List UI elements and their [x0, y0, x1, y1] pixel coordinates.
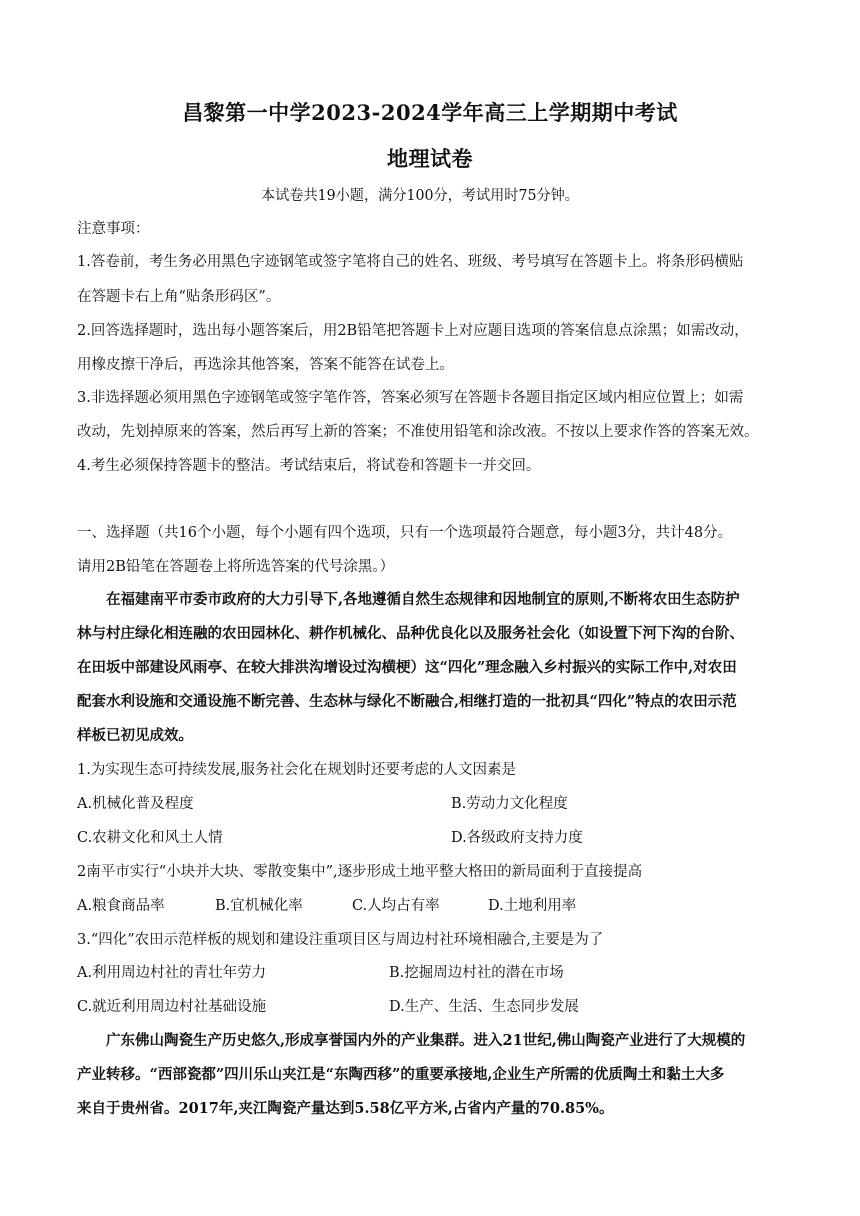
question-1-stem: 1.为实现生态可持续发展,服务社会化在规划时还要考虑的人文因素是	[77, 762, 516, 778]
section-heading: 一、选择题（共16个小题，每个小题有四个选项，只有一个选项最符合题意，每小题3分，共计48分。	[77, 525, 733, 541]
q1-option-d: D.各级政府支持力度	[451, 830, 583, 846]
notice-line: 用橡皮擦干净后，再选涂其他答案，答案不能答在试卷上。	[77, 357, 454, 373]
q2-option-d: D.土地利用率	[488, 898, 577, 914]
passage-line: 林与村庄绿化相连融的农田园林化、耕作机械化、品种优良化以及服务社会化（如设置下河下沟的台阶、	[77, 625, 744, 642]
q3-option-d: D.生产、生活、生态同步发展	[389, 999, 579, 1015]
notice-line: 2.回答选择题时，选出每小题答案后，用2B铅笔把答题卡上对应题目选项的答案信息点涂黑；如需改动，	[77, 323, 749, 339]
notice-line: 1.答卷前，考生务必用黑色字迹钢笔或签字笔将自己的姓名、班级、考号填写在答题卡上。将条形码横贴	[77, 254, 744, 270]
exam-info: 本试卷共19小题，满分100分，考试用时75分钟。	[260, 188, 579, 204]
exam-subtitle: 地理试卷	[387, 146, 473, 171]
passage-line: 广东佛山陶瓷生产历史悠久,形成享誉国内外的产业集群。进入21世纪,佛山陶瓷产业进行了大规模的	[106, 1032, 746, 1049]
notice-line: 4.考生必须保持答题卡的整洁。考试结束后，将试卷和答题卡一并交回。	[77, 458, 541, 474]
q2-option-b: B.宜机械化率	[215, 898, 303, 914]
q3-option-b: B.挖掘周边村社的潜在市场	[389, 965, 564, 981]
passage-line: 在福建南平市委市政府的大力引导下,各地遵循自然生态规律和因地制宜的原则,不断将农田生态防护	[106, 591, 740, 608]
notice-heading: 注意事项：	[77, 221, 150, 237]
passage-line: 在田坂中部建设风雨亭、在较大排洪沟增设过沟横梗）这“四化”理念融入乡村振兴的实际工作中,对农田	[77, 659, 737, 676]
question-3-stem: 3.“四化”农田示范样板的规划和建设注重项目区与周边村社环境相融合,主要是为了	[77, 932, 604, 948]
notice-line: 在答题卡右上角“贴条形码区”。	[77, 289, 281, 305]
q3-option-a: A.利用周边村社的青壮年劳力	[77, 965, 267, 981]
passage-line: 产业转移。“西部瓷都”四川乐山夹江是“东陶西移”的重要承接地,企业生产所需的优质陶土和黏土大多	[77, 1066, 725, 1083]
q3-option-c: C.就近利用周边村社基础设施	[77, 999, 267, 1015]
q1-option-b: B.劳动力文化程度	[451, 796, 568, 812]
section-instruction: 请用2B铅笔在答题卷上将所选答案的代号涂黑。）	[77, 559, 395, 575]
question-2-stem: 2南平市实行“小块并大块、零散变集中”,逐步形成土地平整大格田的新局面利于直接提高	[77, 864, 643, 880]
passage-line: 样板已初见成效。	[77, 727, 193, 744]
q2-option-a: A.粮食商品率	[77, 898, 165, 914]
passage-line: 配套水利设施和交通设施不断完善、生态林与绿化不断融合,相继打造的一批初具“四化”特点的农田示范	[77, 693, 737, 710]
q1-option-a: A.机械化普及程度	[77, 796, 194, 812]
q2-option-c: C.人均占有率	[352, 898, 440, 914]
notice-line: 改动，先划掉原来的答案，然后再写上新的答案；不准使用铅笔和涂改液。不按以上要求作答的答案无效。	[77, 424, 759, 440]
notice-line: 3.非选择题必须用黑色字迹钢笔或签字笔作答，答案必须写在答题卡各题目指定区域内相应位置上；如需	[77, 390, 744, 406]
exam-title: 昌黎第一中学2023-2024学年高三上学期期中考试	[182, 100, 678, 125]
q1-option-c: C.农耕文化和风土人情	[77, 830, 223, 846]
passage-line: 来自于贵州省。2017年,夹江陶瓷产量达到5.58亿平方米,占省内产量的70.85%。	[77, 1100, 614, 1117]
